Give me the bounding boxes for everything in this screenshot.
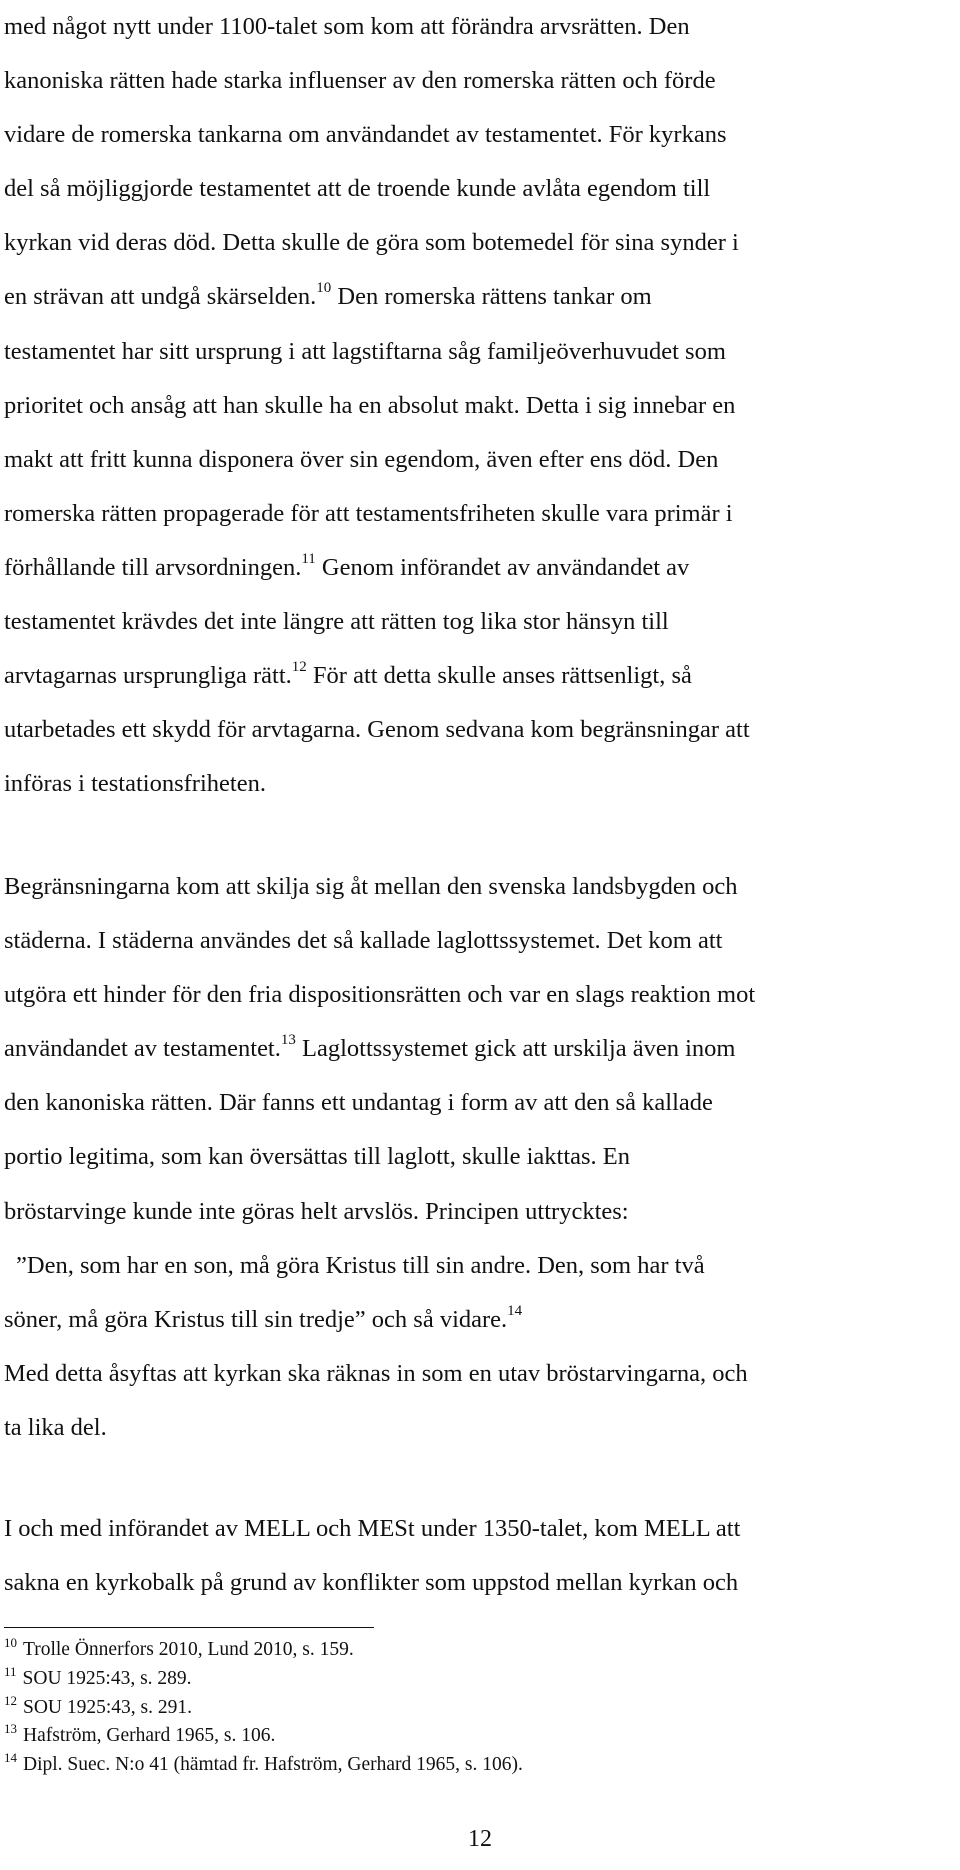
text-line: sakna en kyrkobalk på grund av konflikter som uppstod mellan kyrkan och xyxy=(4,1569,739,1597)
text-line: portio legitima, som kan översättas till laglott, skulle iakttas. En xyxy=(4,1143,631,1171)
footnote-reference-11[interactable]: 11 xyxy=(301,550,316,567)
paragraph-2 xyxy=(4,860,944,1455)
page-number: 12 xyxy=(468,1826,492,1852)
text-line: prioritet och ansåg att han skulle ha en absolut makt. Detta i sig innebar en xyxy=(4,391,736,419)
text-line: romerska rätten propagerade för att testamentsfriheten skulle vara primär i xyxy=(4,499,733,527)
footnote-number: 10 xyxy=(4,1635,17,1650)
footnote-number: 14 xyxy=(4,1750,17,1766)
text-line: I och med införandet av MELL och MESt under 1350-talet, kom MELL att xyxy=(4,1515,741,1542)
text-line: testamentet krävdes det inte längre att rätten tog lika stor hänsyn till xyxy=(4,608,669,636)
text-line: Med detta åsyftas att kyrkan ska räknas in som en utav bröstarvingarna, och xyxy=(4,1359,748,1387)
text-line: testamentet har sitt ursprung i att lagstiftarna såg familjeöverhuvudet som xyxy=(4,337,726,365)
text-line xyxy=(4,1022,944,1076)
text-line xyxy=(4,541,944,595)
text-line: kanoniska rätten hade starka influenser av den romerska rätten och förde xyxy=(4,67,716,95)
text-line: bröstarvinge kunde inte göras helt arvslös. Principen uttrycktes: xyxy=(4,1197,629,1225)
text-line: införas i testationsfriheten. xyxy=(4,770,266,798)
text-line: utarbetades ett skydd för arvtagarna. Genom sedvana kom begränsningar att xyxy=(4,716,750,744)
footnote-text: Trolle Önnerfors 2010, Lund 2010, s. 159. xyxy=(23,1639,354,1660)
footnote-text: SOU 1925:43, s. 291. xyxy=(23,1696,193,1718)
text-line: kyrkan vid deras död. Detta skulle de göra som botemedel för sina synder i xyxy=(4,229,739,257)
text-segment: Genom införandet av användandet av xyxy=(315,553,690,581)
text-line: den kanoniska rätten. Där fanns ett undantag i form av att den så kallade xyxy=(4,1089,713,1117)
text-segment: söner, må göra Kristus till sin tredje” och så vidare. xyxy=(4,1305,508,1333)
text-segment: användandet av testamentet. xyxy=(4,1035,281,1063)
footnote-12 xyxy=(4,1694,944,1723)
text-line xyxy=(4,270,944,324)
quote-line: ”Den, som har en son, må göra Kristus till sin andre. Den, som har två xyxy=(16,1251,705,1279)
footnote-reference-14[interactable]: 14 xyxy=(507,1302,523,1319)
text-segment: en strävan att undgå skärselden. xyxy=(4,283,317,311)
text-line: ta lika del. xyxy=(4,1413,107,1441)
text-segment: För att detta skulle anses rättsenligt, så xyxy=(306,662,692,690)
quote-line xyxy=(4,1293,944,1347)
text-segment: Laglottssystemet gick att urskilja även inom xyxy=(295,1035,736,1063)
footnotes xyxy=(4,1636,944,1780)
footnote-13 xyxy=(4,1722,944,1751)
footnote-reference-13[interactable]: 13 xyxy=(280,1032,296,1049)
footnote-14 xyxy=(4,1751,944,1780)
footnote-reference-10[interactable]: 10 xyxy=(316,280,332,297)
text-line: städerna. I städerna användes det så kallade laglottssystemet. Det kom att xyxy=(4,927,723,955)
footnote-10 xyxy=(4,1636,944,1665)
footnote-text: Hafström, Gerhard 1965, s. 106. xyxy=(23,1725,276,1747)
text-segment: Den romerska rättens tankar om xyxy=(331,283,652,311)
text-segment: arvtagarnas ursprungliga rätt. xyxy=(4,662,292,690)
footnote-text: Dipl. Suec. N:o 41 (hämtad fr. Hafström, Gerhard 1965, s. 106). xyxy=(23,1754,523,1776)
footnote-number: 12 xyxy=(4,1692,17,1708)
paragraph-1 xyxy=(4,0,944,811)
text-line: del så möjliggjorde testamentet att de troende kunde avlåta egendom till xyxy=(4,175,711,203)
text-line: vidare de romerska tankarna om användandet av testamentet. För kyrkans xyxy=(4,121,727,149)
text-line: Begränsningarna kom att skilja sig åt mellan den svenska landsbygden och xyxy=(4,873,738,900)
footnote-11 xyxy=(4,1665,944,1694)
text-line: med något nytt under 1100-talet som kom att förändra arvsrätten. Den xyxy=(4,13,690,40)
paragraph-3 xyxy=(4,1502,944,1610)
text-line: makt att fritt kunna disponera över sin egendom, även efter ens död. Den xyxy=(4,445,719,473)
text-line: utgöra ett hinder för den fria dispositionsrätten och var en slags reaktion mot xyxy=(4,981,756,1009)
text-line xyxy=(4,649,944,703)
footnote-text: SOU 1925:43, s. 289. xyxy=(22,1667,192,1689)
text-segment: förhållande till arvsordningen. xyxy=(4,553,302,581)
footnote-number: 11 xyxy=(4,1663,17,1679)
footnote-number: 13 xyxy=(4,1721,17,1737)
footnote-separator xyxy=(4,1627,374,1628)
footnote-reference-12[interactable]: 12 xyxy=(291,659,307,676)
